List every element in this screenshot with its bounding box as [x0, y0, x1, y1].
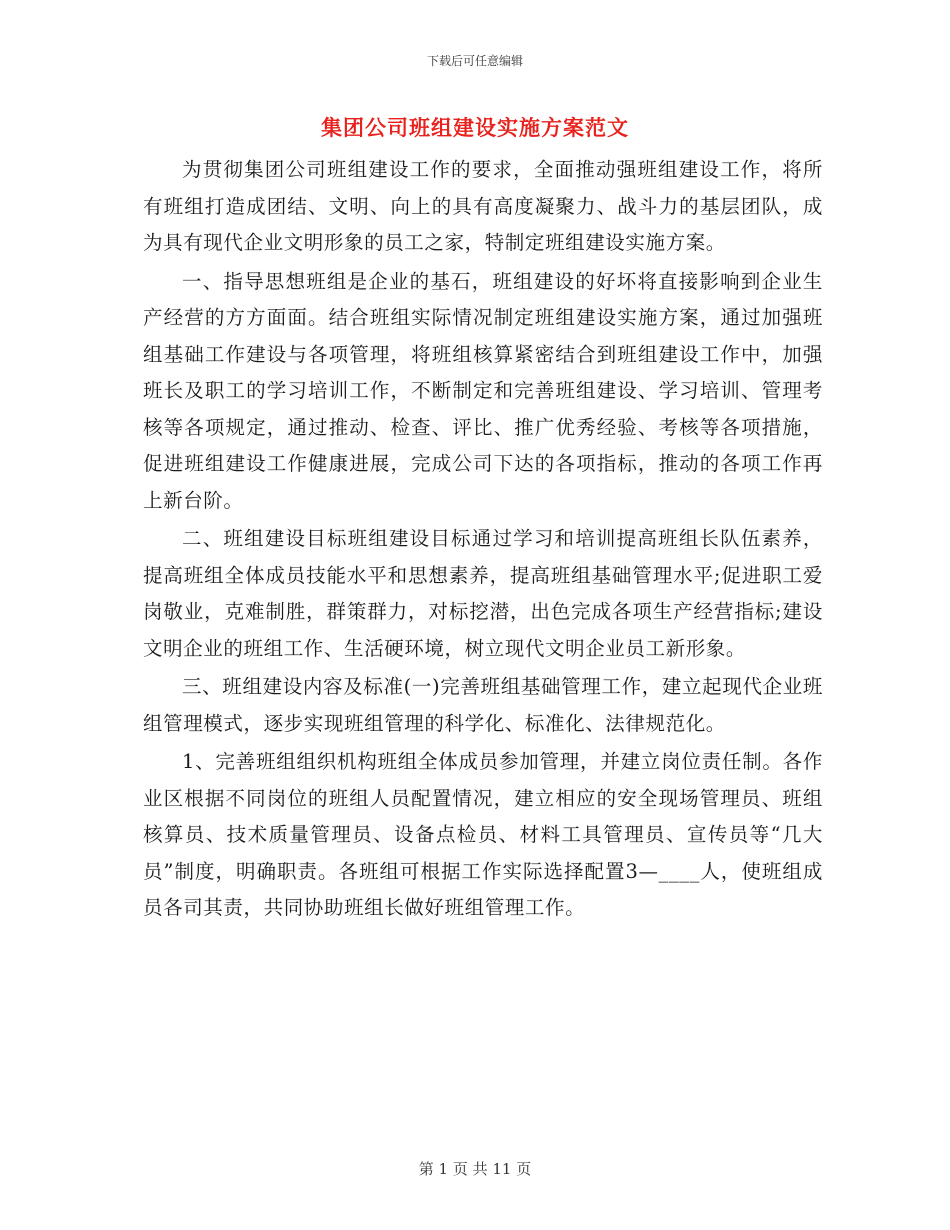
header-note: 下载后可任意编辑: [426, 54, 523, 68]
document-title: 集团公司班组建设实施方案范文: [321, 115, 629, 140]
paragraph-intro: 为贯彻集团公司班组建设工作的要求，全面推动强班组建设工作，将所有班组打造成团结、文明、向上的具有高度凝聚力、战斗力的基层团队，成为具有现代企业文明形象的员工之家，特制定班组建设实施方案。: [143, 158, 823, 254]
paragraph-guiding-ideology: 一、指导思想班组是企业的基石，班组建设的好坏将直接影响到企业生产经营的方方面面。结合班组实际情况制定班组建设实施方案，通过加强班组基础工作建设与各项管理，将班组核算紧密结合到班组建设工作中，加强班长及职工的学习培训工作，不断制定和完善班组建设、学习培训、管理考核等各项规定，通过推动、检查、评比、推广优秀经验、考核等各项措施，促进班组建设工作健康进展，完成公司下达的各项指标，推动的各项工作再上新台阶。: [143, 269, 823, 512]
document-body: [143, 152, 823, 927]
paragraph-goals: 二、班组建设目标班组建设目标通过学习和培训提高班组长队伍素养，提高班组全体成员技能水平和思想素养，提高班组基础管理水平;促进职工爱岗敬业，克难制胜，群策群力，对标挖潜，出色完成各项生产经营指标;建设文明企业的班组工作、生活硬环境，树立现代文明企业员工新形象。: [143, 527, 823, 660]
page-footer: 第 1 页 共 11 页: [418, 1160, 532, 1178]
paragraph-organization: 1、完善班组组织机构班组全体成员参加管理，并建立岗位责任制。各作业区根据不同岗位的班组人员配置情况，建立相应的安全现场管理员、班组核算员、技术质量管理员、设备点检员、材料工具管理员、宣传员等“几大员”制度，明确职责。各班组可根据工作实际选择配置3—____人，使班组成员各司其责，共同协助班组长做好班组管理工作。: [143, 750, 823, 919]
paragraph-content-standards: 三、班组建设内容及标准(一)完善班组基础管理工作，建立起现代企业班组管理模式，逐步实现班组管理的科学化、标准化、法律规范化。: [143, 675, 823, 735]
